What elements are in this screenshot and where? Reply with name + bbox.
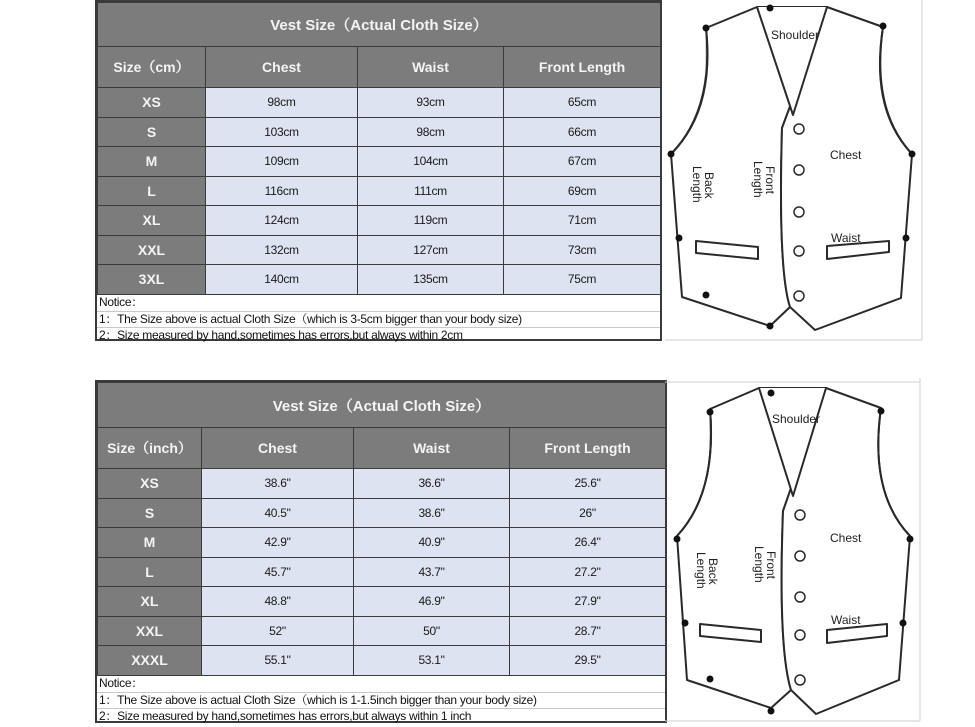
- table-row: [98, 88, 661, 118]
- front-length-value: 26.4": [510, 528, 666, 558]
- waist-value: 93cm: [358, 88, 504, 118]
- front-length-label-2: Length: [752, 546, 766, 583]
- size-label: L: [98, 557, 202, 587]
- waist-value: 53.1": [354, 646, 510, 676]
- chest-value: 48.8": [202, 587, 354, 617]
- waist-value: 40.9": [354, 528, 510, 558]
- notice-heading: Notice：: [99, 294, 143, 309]
- back-length-label-2: Length: [690, 166, 704, 203]
- chest-value: 52": [202, 616, 354, 646]
- waist-value: 135cm: [358, 265, 504, 295]
- back-length-label-2: Length: [694, 552, 708, 589]
- table-row: [98, 235, 661, 265]
- size-label: XXXL: [98, 646, 202, 676]
- front-length-value: 75cm: [504, 265, 661, 295]
- front-length-value: 27.9": [510, 587, 666, 617]
- chest-value: 103cm: [206, 117, 358, 147]
- front-length-value: 66cm: [504, 117, 661, 147]
- table-row: [98, 646, 666, 676]
- size-label: XXL: [98, 616, 202, 646]
- front-length-value: 67cm: [504, 147, 661, 177]
- front-length-value: 71cm: [504, 206, 661, 236]
- size-label: S: [98, 117, 206, 147]
- waist-value: 43.7": [354, 557, 510, 587]
- table-row: [98, 206, 661, 236]
- size-table-cm-grid: [97, 2, 661, 295]
- front-length-value: 27.2": [510, 557, 666, 587]
- notice-line-1: 1：The Size above is actual Cloth Size（which is 3-5cm bigger than your body size): [97, 311, 660, 327]
- waist-value: 50": [354, 616, 510, 646]
- table-row: [98, 498, 666, 528]
- shoulder-label: Shoulder: [772, 412, 821, 426]
- chest-value: 38.6": [202, 469, 354, 499]
- waist-value: 111cm: [358, 176, 504, 206]
- front-length-label-2: Length: [751, 161, 765, 198]
- header-front-length: Front Length: [510, 428, 666, 469]
- size-label: XL: [98, 206, 206, 236]
- waist-value: 38.6": [354, 498, 510, 528]
- header-chest: Chest: [202, 428, 354, 469]
- front-length-value: 28.7": [510, 616, 666, 646]
- chest-label: Chest: [830, 531, 862, 545]
- header-size: Size（inch）: [98, 428, 202, 469]
- size-label: XS: [98, 469, 202, 499]
- table-row: [98, 557, 666, 587]
- chest-value: 116cm: [206, 176, 358, 206]
- table-row: [98, 528, 666, 558]
- waist-value: 127cm: [358, 235, 504, 265]
- size-table-inch-grid: [97, 382, 666, 676]
- notice-line-1: 1：The Size above is actual Cloth Size（which is 1-1.5inch bigger than your body size): [97, 692, 665, 708]
- front-length-value: 25.6": [510, 469, 666, 499]
- size-label: S: [98, 498, 202, 528]
- table-row: [98, 587, 666, 617]
- waist-label: Waist: [831, 231, 861, 245]
- chest-value: 40.5": [202, 498, 354, 528]
- size-label: XS: [98, 88, 206, 118]
- size-label: M: [98, 528, 202, 558]
- notice-line-2: 2：Size measured by hand,sometimes has errors,but always within 1 inch: [97, 708, 665, 724]
- table-row: [98, 117, 661, 147]
- vest-measurement-diagram: [665, 378, 975, 727]
- waist-value: 104cm: [358, 147, 504, 177]
- back-length-label-1: Back: [706, 558, 720, 585]
- waist-value: 119cm: [358, 206, 504, 236]
- table-row: [98, 147, 661, 177]
- chest-value: 55.1": [202, 646, 354, 676]
- shoulder-label: Shoulder: [771, 28, 820, 42]
- front-length-value: 65cm: [504, 88, 661, 118]
- chest-value: 140cm: [206, 265, 358, 295]
- waist-value: 36.6": [354, 469, 510, 499]
- header-waist: Waist: [354, 428, 510, 469]
- size-label: XXL: [98, 235, 206, 265]
- table-row: [98, 469, 666, 499]
- back-length-label-1: Back: [702, 172, 716, 199]
- chest-value: 132cm: [206, 235, 358, 265]
- size-table-inch: [95, 380, 667, 723]
- header-size: Size（cm）: [98, 47, 206, 88]
- waist-value: 98cm: [358, 117, 504, 147]
- table-title: Vest Size（Actual Cloth Size）: [98, 3, 661, 47]
- chest-value: 42.9": [202, 528, 354, 558]
- vest-measurement-diagram: [665, 0, 975, 345]
- waist-label: Waist: [831, 613, 861, 627]
- table-row: [98, 616, 666, 646]
- chest-value: 109cm: [206, 147, 358, 177]
- header-waist: Waist: [358, 47, 504, 88]
- waist-value: 46.9": [354, 587, 510, 617]
- front-length-value: 69cm: [504, 176, 661, 206]
- front-length-value: 29.5": [510, 646, 666, 676]
- front-length-label-1: Front: [763, 166, 777, 195]
- notice-heading: Notice：: [99, 675, 143, 690]
- front-length-value: 26": [510, 498, 666, 528]
- header-front-length: Front Length: [504, 47, 661, 88]
- header-chest: Chest: [206, 47, 358, 88]
- notice-block: [97, 676, 665, 724]
- size-table-cm: [95, 0, 662, 341]
- chest-value: 98cm: [206, 88, 358, 118]
- chest-value: 45.7": [202, 557, 354, 587]
- size-label: M: [98, 147, 206, 177]
- table-row: [98, 176, 661, 206]
- front-length-label-1: Front: [764, 551, 778, 580]
- table-title: Vest Size（Actual Cloth Size）: [98, 383, 666, 428]
- table-row: [98, 265, 661, 295]
- size-label: XL: [98, 587, 202, 617]
- notice-block: [97, 295, 660, 343]
- front-length-value: 73cm: [504, 235, 661, 265]
- size-label: 3XL: [98, 265, 206, 295]
- notice-line-2: 2：Size measured by hand,sometimes has errors,but always within 2cm: [97, 327, 660, 343]
- chest-value: 124cm: [206, 206, 358, 236]
- size-label: L: [98, 176, 206, 206]
- chest-label: Chest: [830, 148, 862, 162]
